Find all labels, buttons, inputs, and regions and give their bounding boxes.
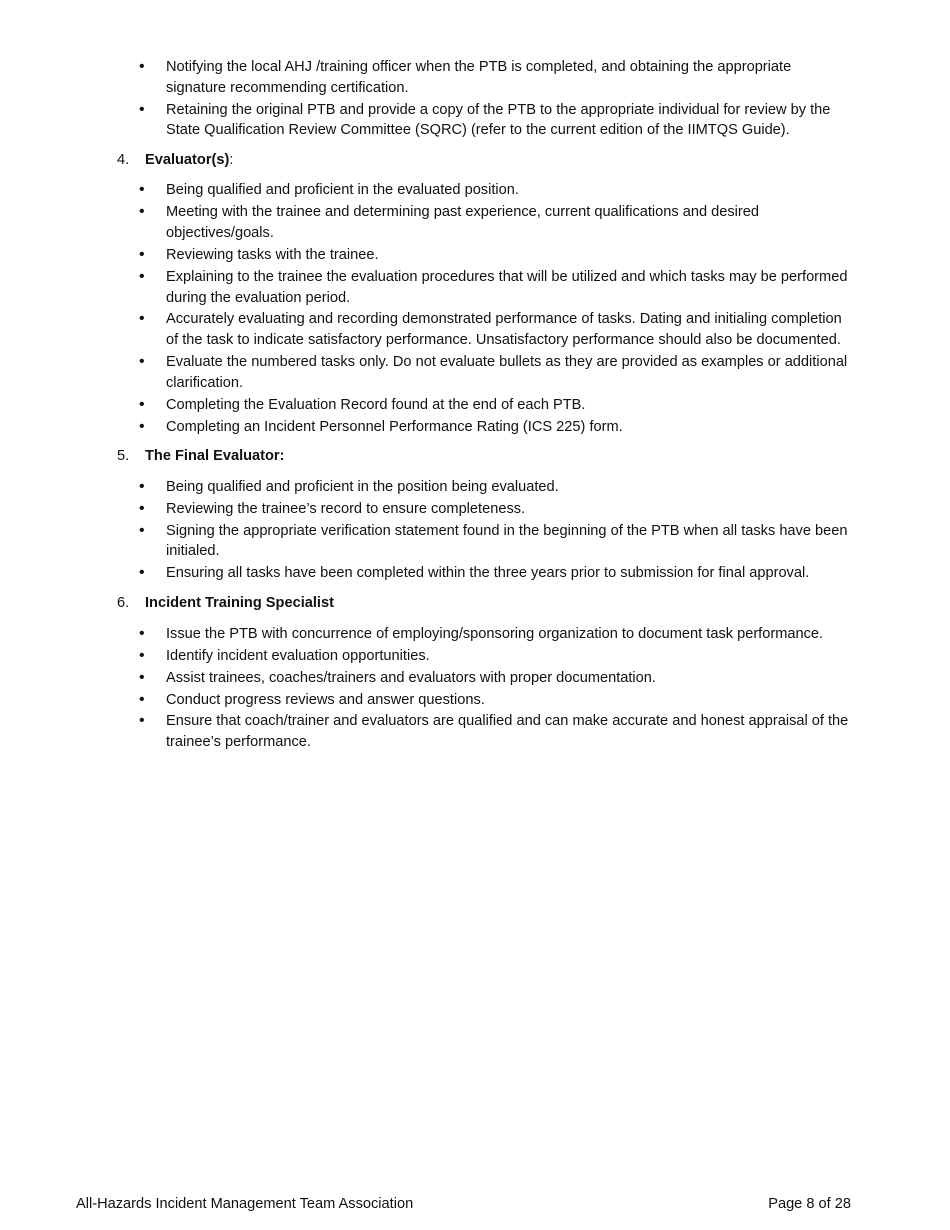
list-item: • Completing an Incident Personnel Performance Rating (ICS 225) form. xyxy=(166,417,851,438)
list-item: • Issue the PTB with concurrence of employing/sponsoring organization to document task performance. xyxy=(166,624,851,645)
section-number: 4. xyxy=(117,151,130,168)
bullet-list-training-specialist xyxy=(0,624,851,753)
section-title-suffix: : xyxy=(229,151,234,168)
list-item: • Ensure that coach/trainer and evaluators are qualified and can make accurate and honest appraisal of the trainee’s performance. xyxy=(166,711,851,752)
section-title: The Final Evaluator: xyxy=(145,448,285,465)
section-heading-final-evaluator xyxy=(0,446,950,467)
list-item: • Being qualified and proficient in the position being evaluated. xyxy=(166,477,851,498)
section-number: 6. xyxy=(117,594,130,611)
list-item: • Completing the Evaluation Record found at the end of each PTB. xyxy=(166,395,851,416)
section-title: Incident Training Specialist xyxy=(145,594,334,611)
bullet-list-evaluators xyxy=(0,180,851,437)
list-item: • Ensuring all tasks have been completed within the three years prior to submission for final approval. xyxy=(166,563,851,584)
bullet-list-final-evaluator xyxy=(0,477,851,584)
list-item: • Accurately evaluating and recording demonstrated performance of tasks. Dating and initialing completion of the task to indicate satisfactory performance. Unsatisfactory performance should also be documented. xyxy=(166,309,851,350)
list-item: • Notifying the local AHJ /training officer when the PTB is completed, and obtaining the appropriate signature recommending certification. xyxy=(166,57,851,98)
list-item: • Reviewing tasks with the trainee. xyxy=(166,245,851,266)
list-item: • Retaining the original PTB and provide a copy of the PTB to the appropriate individual for review by the State Qualification Review Committee (SQRC) (refer to the current edition of the IIMTQS Guide). xyxy=(166,100,851,141)
section-heading-training-specialist xyxy=(0,593,950,614)
section-heading-evaluators xyxy=(0,150,950,171)
bullet-list-continued xyxy=(0,57,851,141)
footer-organization: All-Hazards Incident Management Team Association xyxy=(76,1196,414,1212)
list-item: • Meeting with the trainee and determining past experience, current qualifications and desired objectives/goals. xyxy=(166,202,851,243)
list-item: • Being qualified and proficient in the evaluated position. xyxy=(166,180,851,201)
list-item: • Reviewing the trainee’s record to ensure completeness. xyxy=(166,499,851,520)
list-item: • Explaining to the trainee the evaluation procedures that will be utilized and which tasks may be performed during the evaluation period. xyxy=(166,267,851,308)
section-number: 5. xyxy=(117,448,130,465)
section-title: Evaluator(s) xyxy=(145,151,230,168)
page-footer xyxy=(76,1194,851,1215)
list-item: • Conduct progress reviews and answer questions. xyxy=(166,690,851,711)
list-item: • Evaluate the numbered tasks only. Do not evaluate bullets as they are provided as examples or additional clarification. xyxy=(166,352,851,393)
document-body xyxy=(0,57,950,754)
list-item: • Identify incident evaluation opportunities. xyxy=(166,646,851,667)
list-item: • Assist trainees, coaches/trainers and evaluators with proper documentation. xyxy=(166,668,851,689)
page-number: Page 8 of 28 xyxy=(768,1196,851,1212)
list-item: • Signing the appropriate verification statement found in the beginning of the PTB when all tasks have been initialed. xyxy=(166,521,851,562)
